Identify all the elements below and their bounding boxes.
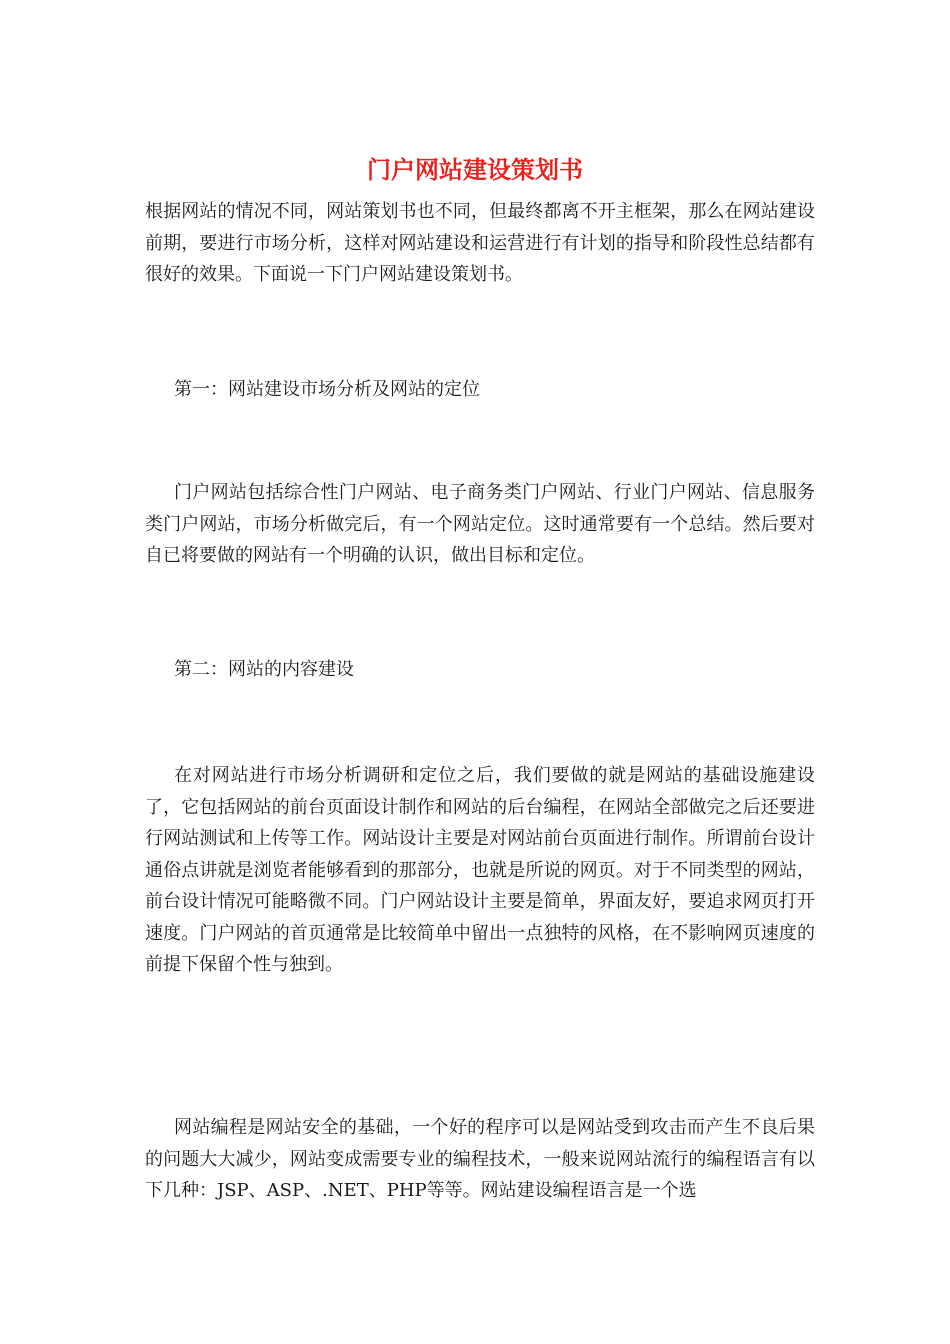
section-heading-1: 第一：网站建设市场分析及网站的定位 xyxy=(174,379,480,400)
section-paragraph-3: 网站编程是网站安全的基础，一个好的程序可以是网站受到攻击而产生不良后果的问题大大减少，网站变成需要专业的编程技术，一般来说网站流行的编程语言有以下几种：JSP、ASP、.NET、PHP等等。网站建设编程语言是一个选 xyxy=(145,1117,815,1201)
intro-paragraph: 根据网站的情况不同，网站策划书也不同，但最终都离不开主框架，那么在网站建设前期，要进行市场分析，这样对网站建设和运营进行有计划的指导和阶段性总结都有很好的效果。下面说一下门户网站建设策划书。 xyxy=(145,201,815,285)
section-paragraph-2: 在对网站进行市场分析调研和定位之后，我们要做的就是网站的基础设施建设了，它包括网站的前台页面设计制作和网站的后台编程，在网站全部做完之后还要进行网站测试和上传等工作。网站设计主要是对网站前台页面进行制作。所谓前台设计通俗点讲就是浏览者能够看到的那部分，也就是所说的网页。对于不同类型的网站，前台设计情况可能略微不同。门户网站设计主要是简单，界面友好，要追求网页打开速度。门户网站的首页通常是比较简单中留出一点独特的风格，在不影响网页速度的前提下保留个性与独到。 xyxy=(145,765,815,975)
document-title: 门户网站建设策划书 xyxy=(367,155,583,184)
section-heading-2: 第二：网站的内容建设 xyxy=(174,659,354,680)
section-paragraph-1: 门户网站包括综合性门户网站、电子商务类门户网站、行业门户网站、信息服务类门户网站，市场分析做完后，有一个网站定位。这时通常要有一个总结。然后要对自已将要做的网站有一个明确的认识，做出目标和定位。 xyxy=(145,482,815,566)
